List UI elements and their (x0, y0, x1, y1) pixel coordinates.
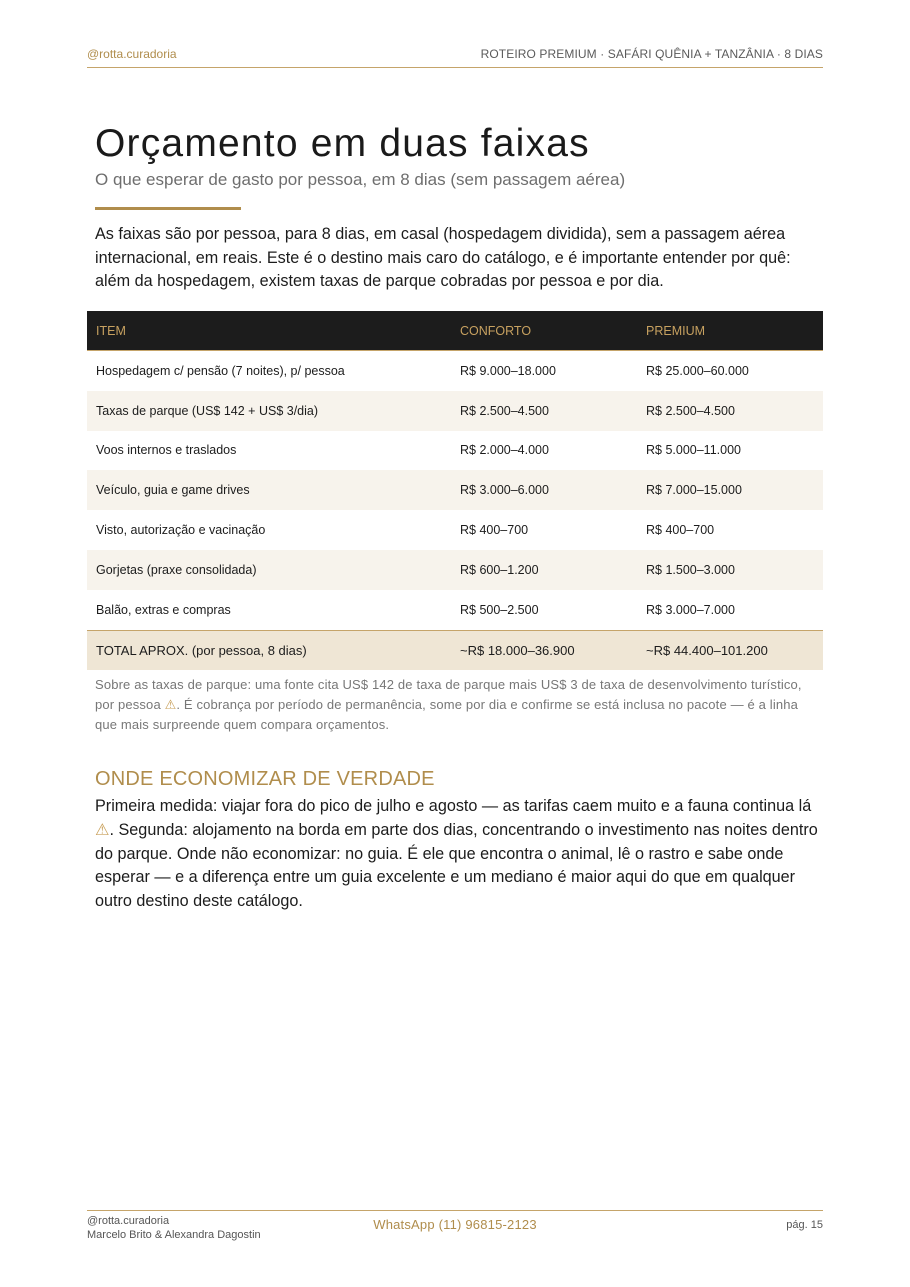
table-row (87, 550, 823, 590)
row-item: Balão, extras e compras (96, 602, 231, 617)
header-doc-title: ROTEIRO PREMIUM · SAFÁRI QUÊNIA + TANZÂNIA · 8 DIAS (480, 47, 823, 61)
row-item: Taxas de parque (US$ 142 + US$ 3/dia) (87, 391, 451, 431)
table-row (87, 391, 823, 431)
total-label: TOTAL APROX. (por pessoa, 8 dias) (87, 630, 451, 670)
table-row (87, 431, 823, 471)
note-text-end: . É cobrança por período de permanência, some por dia e confirme se está inclusa no pacote — é a linha que mais surpreende quem compara orçamentos. (95, 697, 799, 732)
section-paragraph (95, 795, 823, 914)
row-conforto: R$ 2.000–4.000 (460, 443, 549, 458)
intro-paragraph: As faixas são por pessoa, para 8 dias, em casal (hospedagem dividida), sem a passagem aérea internacional, em reais. Este é o destino mais caro do catálogo, e é importante entender por quê: além da hospedagem, existem taxas de parque cobradas por pessoa e por dia. (95, 225, 791, 290)
row-conforto: R$ 600–1.200 (451, 550, 637, 590)
table-row (87, 470, 823, 510)
page-subtitle: O que esperar de gasto por pessoa, em 8 dias (sem passagem aérea) (95, 170, 626, 189)
row-premium: R$ 3.000–7.000 (646, 602, 735, 617)
row-premium: R$ 400–700 (646, 523, 715, 538)
table-row (87, 590, 823, 630)
footer-brand: @rotta.curadoria (87, 1215, 170, 1227)
row-item: Voos internos e traslados (96, 443, 237, 458)
title-divider (95, 207, 241, 210)
budget-table (87, 311, 823, 670)
row-item: Veículo, guia e game drives (87, 470, 451, 510)
note-text-start: Sobre as taxas de parque: uma fonte cita US$ 142 de taxa de parque mais US$ 3 de taxa de desenvolvimento turístico, por pessoa (95, 677, 802, 712)
footer-authors: Marcelo Brito & Alexandra Dagostin (87, 1229, 261, 1241)
section-text-start: Primeira medida: viajar fora do pico de julho e agosto — as tarifas caem muito e a fauna continua lá (95, 797, 812, 815)
row-conforto: R$ 3.000–6.000 (451, 470, 637, 510)
warning-icon: ⚠ (164, 697, 177, 712)
section-text-end: . Segunda: alojamento na borda em parte dos dias, concentrando o investimento nas noites dentro do parque. Onde não economizar: no guia. É ele que encontra o animal, lê o rastro e sabe onde esperar — e a diferença entre um guia excelente e um mediano é maior aqui do que em qualquer outro destino deste catálogo. (95, 820, 818, 911)
row-conforto: R$ 2.500–4.500 (451, 391, 637, 431)
row-item: Gorjetas (praxe consolidada) (87, 550, 451, 590)
page-header (87, 44, 823, 68)
total-premium: ~R$ 44.400–101.200 (637, 630, 823, 670)
row-conforto: R$ 9.000–18.000 (460, 363, 556, 378)
row-premium: R$ 7.000–15.000 (637, 470, 823, 510)
park-fees-note (95, 675, 823, 735)
row-premium: R$ 25.000–60.000 (646, 363, 749, 378)
table-row (87, 351, 823, 391)
table-header-row (87, 311, 823, 351)
row-conforto: R$ 500–2.500 (460, 602, 539, 617)
warning-icon: ⚠ (95, 820, 110, 839)
column-header-premium: PREMIUM (637, 311, 823, 351)
footer-whatsapp-contact: WhatsApp (11) 96815-2123 (373, 1217, 537, 1232)
column-header-item: ITEM (87, 311, 451, 351)
total-conforto: ~R$ 18.000–36.900 (451, 630, 637, 670)
row-conforto: R$ 400–700 (460, 523, 529, 538)
row-premium: R$ 1.500–3.000 (637, 550, 823, 590)
section-heading: ONDE ECONOMIZAR DE VERDADE (95, 768, 435, 790)
row-premium: R$ 5.000–11.000 (646, 443, 741, 458)
page-footer (87, 1210, 823, 1251)
table-total-row (87, 630, 823, 670)
page-title: Orçamento em duas faixas (95, 122, 590, 165)
header-brand: @rotta.curadoria (87, 47, 177, 61)
row-premium: R$ 2.500–4.500 (637, 391, 823, 431)
row-item: Visto, autorização e vacinação (96, 523, 266, 538)
table-row (87, 510, 823, 550)
column-header-conforto: CONFORTO (451, 311, 637, 351)
page-number: pág. 15 (786, 1219, 823, 1231)
row-item: Hospedagem c/ pensão (7 noites), p/ pessoa (96, 363, 345, 378)
